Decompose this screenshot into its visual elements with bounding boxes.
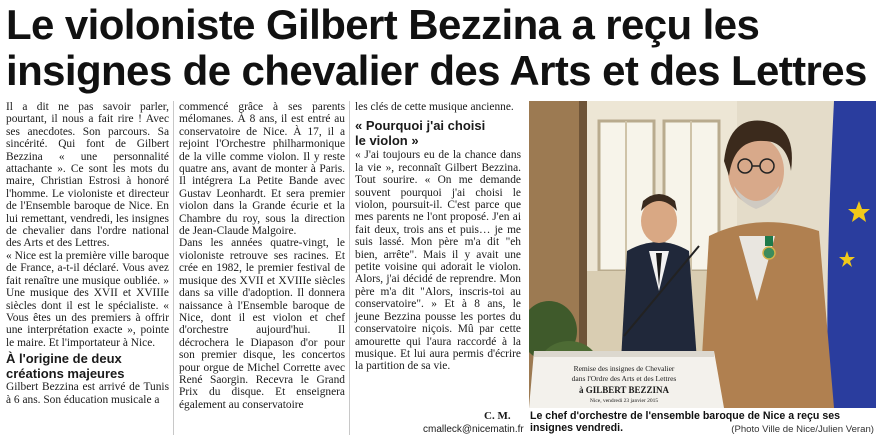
paragraph: Il a dit ne pas savoir parler, pourtant, il nous a fait rire ! Avec ses anecdotes. Son parcours. Sa sincérité. Qui font de Gilbert Bezzina « une personnalité attachante ». Ce sont les mots du maire, Christian Estrosi à honoré l'homme. Le violoniste et directeur de l'Ensemble baroque de Nice. En lui remettant, vendredi, les insignes de chevalier dans l'ordre national des Arts et des Lettres. xyxy=(6,101,169,250)
eu-flag xyxy=(827,101,876,408)
article-column-2 xyxy=(179,101,345,411)
photo-caption: Le chef d'orchestre de l'ensemble baroque de Nice a reçu ses insignes vendredi. xyxy=(530,410,841,434)
subheading-line: créations majeures xyxy=(6,365,125,381)
photo-credit: (Photo Ville de Nice/Julien Veran) xyxy=(731,424,874,435)
medal-icon xyxy=(763,247,775,259)
paragraph: Gilbert Bezzina est arrivé de Tunis à 6 ans. Son éducation musicale a xyxy=(6,381,169,406)
subheading-line: le violon » xyxy=(355,132,419,148)
podium-text: dans l'Ordre des Arts et des Lettres xyxy=(571,374,677,383)
subheading xyxy=(6,352,169,381)
news-photo xyxy=(529,101,876,408)
column-divider xyxy=(349,101,350,435)
byline-author: C. M. xyxy=(484,410,511,422)
subheading xyxy=(355,119,521,148)
byline-email: cmalleck@nicematin.fr xyxy=(423,424,524,435)
paragraph: Dans les années quatre-vingt, le violoniste retrouve ses racines. Et crée en 1982, le premier festival de musique des XVII et XVIIIe siècles dans sa ville d'adoption. Il donnera naissance à l'Ensemble baroque de Nice, dont il est violon et chef d'orchestre aujourd'hui. Il décrochera le Diapason d'or pour son premier disque, les concertos pour orgue de Michel Corrette avec René Saorgin. Recevra le Grand Prix du disque. Et enseignera également au conservatoire xyxy=(179,237,345,411)
podium-text: Nice, vendredi 23 janvier 2015 xyxy=(589,398,659,404)
podium-text: Remise des insignes de Chevalier xyxy=(573,364,675,373)
paragraph: « Nice est la première ville baroque de France, a-t-il déclaré. Vous avez fait renaître une musique oubliée. » Une musique des XVII et XVIIIe siècles dont il est le spécialiste. « Vous êtes un des premiers à offrir une interprétation exacte », pointe le maire. Et l'importateur à Nice. xyxy=(6,249,169,349)
subheading-line: « Pourquoi j'ai choisi xyxy=(355,118,486,134)
podium-text: à GILBERT BEZZINA xyxy=(578,385,670,395)
article-column-3 xyxy=(355,101,521,373)
headline: Le violoniste Gilbert Bezzina a reçu les insignes de chevalier des Arts et des Lettres xyxy=(6,1,867,94)
paragraph: commencé grâce à ses parents mélomanes. À 8 ans, il est entré au conservatoire de Nice. À 17, il a rejoint l'Orchestre philharmonique de la ville comme violon. Il y reste quatre ans, avant de monter à Paris. Il intégrera La Petite Bande avec Gustav Leonhardt. Et sera premier violon dans la Grande écurie et la Chambre du roy, sous la direction de Jean-Claude Malgoire. xyxy=(179,101,345,238)
medal-ribbon xyxy=(765,236,773,246)
paragraph: les clés de cette musique ancienne. xyxy=(355,101,514,113)
article-column-1 xyxy=(6,101,169,406)
column-divider xyxy=(173,101,174,435)
subheading-line: À l'origine de deux xyxy=(6,351,122,367)
paragraph: « J'ai toujours eu de la chance dans la vie », reconnaît Gilbert Bezzina. Tout sourire. « On me demande souvent pourquoi j'ai choisi le violon, poursuit-il. C'est parce que mes parents ne l'ont proposé. J'en ai fait deux, trois ans et puis… je me suis lassé. Mon père m'a dit "eh bien, arrête". Mais il y avait une petite voisine qui adorait le violon. Alors, j'ai décidé de reprendre. Mon père m'a dit "Alors, inscris-toi au conservatoire". » Et à 8 ans, le jeune Bezzina pousse les portes du conservatoire niçois. Mû par cette amourette qui l'aura raccordé à la musique. Et lui aura permis d'écrire la partition de sa vie. xyxy=(355,149,521,373)
